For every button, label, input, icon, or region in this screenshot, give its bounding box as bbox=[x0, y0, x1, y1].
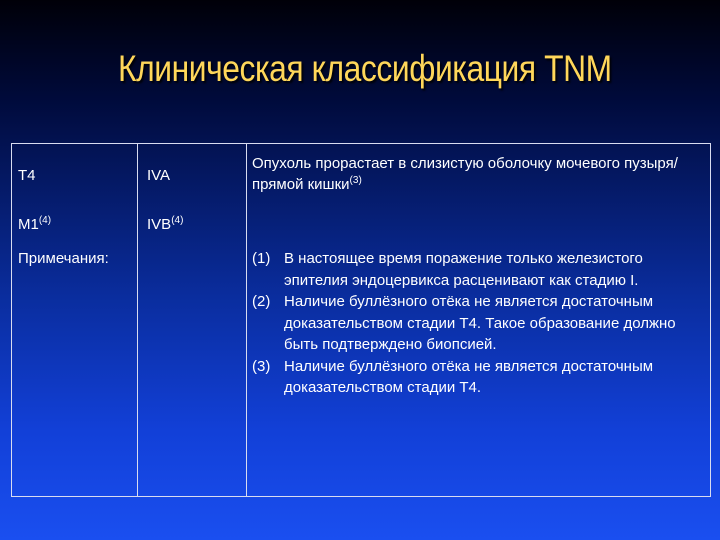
code-text: T4 bbox=[18, 167, 36, 184]
column-divider bbox=[246, 144, 247, 496]
stage-footnote: (4) bbox=[171, 215, 184, 226]
note-item bbox=[252, 291, 704, 356]
slide-title: Клиническая классификация TNM bbox=[118, 48, 612, 89]
notes-list bbox=[252, 248, 704, 399]
note-number: (1) bbox=[252, 250, 271, 267]
row-t4-stage bbox=[147, 165, 170, 186]
stage-text: IVB bbox=[147, 216, 172, 233]
note-text: Наличие буллёзного отёка не является достаточным доказательством стадии Т4. bbox=[284, 357, 654, 396]
row-t4-code bbox=[18, 165, 36, 186]
row-m1-code bbox=[18, 214, 51, 235]
code-text: M1 bbox=[18, 216, 39, 233]
note-text: В настоящее время поражение только железистого эпителия эндоцервикса расценивают как стадию I. bbox=[284, 250, 643, 289]
note-item bbox=[252, 248, 704, 291]
classification-table bbox=[11, 143, 711, 497]
stage-text: IVA bbox=[147, 167, 171, 184]
note-number: (2) bbox=[252, 293, 271, 310]
description-footnote: (3) bbox=[349, 175, 362, 186]
description-text: Опухоль прорастает в слизистую оболочку мочевого пузыря/прямой кишки bbox=[252, 155, 678, 193]
code-footnote: (4) bbox=[38, 215, 52, 226]
column-divider bbox=[137, 144, 138, 496]
note-text: Наличие буллёзного отёка не является достаточным доказательством стадии Т4. Такое образование должно быть подтверждено биопсией. bbox=[284, 293, 676, 353]
note-number: (3) bbox=[252, 357, 271, 375]
note-item bbox=[252, 356, 704, 399]
row-t4-description bbox=[252, 153, 702, 195]
row-m1-stage bbox=[147, 214, 183, 235]
notes-label: Примечания: bbox=[18, 250, 109, 267]
